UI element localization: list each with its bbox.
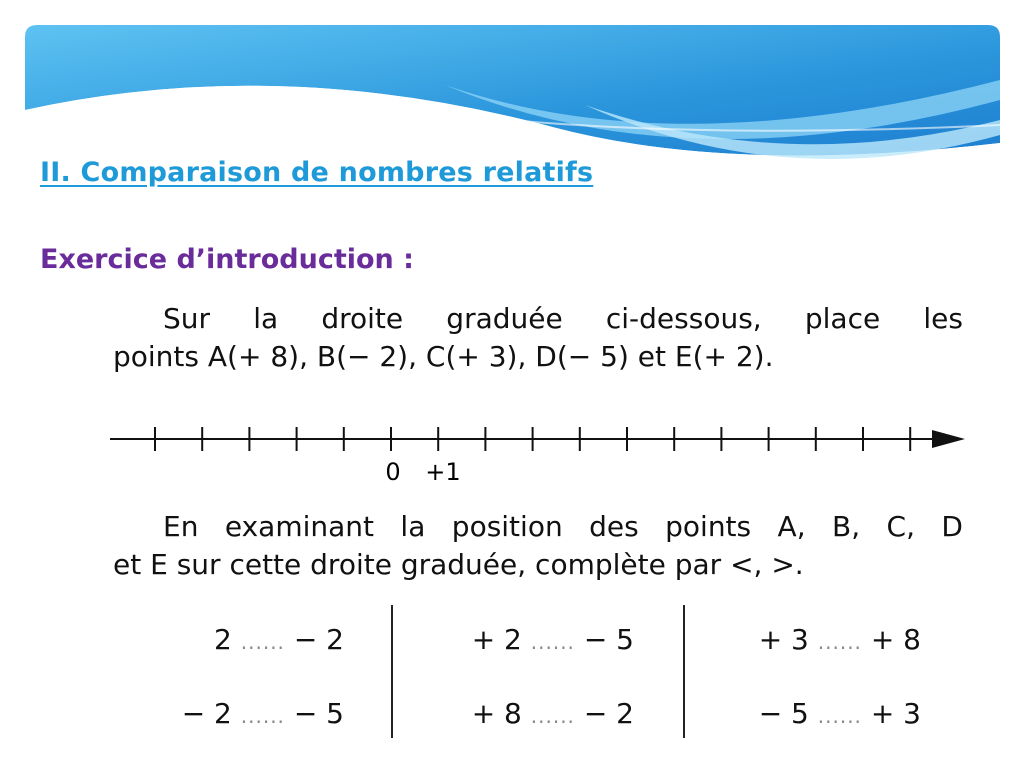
left-operand: + 8 xyxy=(471,697,531,730)
answer-blank[interactable]: ...... xyxy=(240,630,285,654)
comparison-item[interactable] xyxy=(472,697,634,730)
comparison-item[interactable] xyxy=(182,697,344,730)
answer-blank[interactable]: ...... xyxy=(817,704,862,728)
left-operand: + 3 xyxy=(758,623,818,656)
section-heading: II. Comparaison de nombres relatifs xyxy=(40,157,594,188)
comparison-item[interactable] xyxy=(759,623,921,656)
answer-blank[interactable]: ...... xyxy=(530,630,575,654)
right-operand: + 3 xyxy=(861,697,921,730)
instruction-place-points xyxy=(113,300,963,376)
label-plus-one: +1 xyxy=(425,458,461,486)
instruction-line-2: et E sur cette droite graduée, complète par <, >. xyxy=(113,548,804,581)
answer-blank[interactable]: ...... xyxy=(817,630,862,654)
comparison-item[interactable] xyxy=(214,623,344,656)
left-operand: − 2 xyxy=(181,697,241,730)
left-operand: + 2 xyxy=(471,623,531,656)
arrow-head-icon xyxy=(932,430,965,448)
answer-blank[interactable]: ...... xyxy=(240,704,285,728)
right-operand: − 2 xyxy=(574,697,634,730)
left-operand: − 5 xyxy=(758,697,818,730)
label-zero: 0 xyxy=(385,458,401,486)
column-divider xyxy=(683,605,685,738)
right-operand: + 8 xyxy=(861,623,921,656)
comparison-item[interactable] xyxy=(759,697,921,730)
right-operand: − 2 xyxy=(284,623,344,656)
left-operand: 2 xyxy=(214,623,241,656)
instruction-line-2: points A(+ 8), B(− 2), C(+ 3), D(− 5) et E(+ 2). xyxy=(113,340,774,373)
instruction-line-1: Sur la droite graduée ci-dessous, place les xyxy=(163,302,963,335)
instruction-compare xyxy=(113,508,963,584)
comparison-item[interactable] xyxy=(472,623,634,656)
right-operand: − 5 xyxy=(574,623,634,656)
answer-blank[interactable]: ...... xyxy=(530,704,575,728)
exercise-title: Exercice d’introduction : xyxy=(40,244,414,275)
number-line xyxy=(110,420,970,490)
column-divider xyxy=(391,605,393,738)
right-operand: − 5 xyxy=(284,697,344,730)
instruction-line-1: En examinant la position des points A, B, C, D xyxy=(163,510,963,543)
header-banner xyxy=(25,25,1000,175)
